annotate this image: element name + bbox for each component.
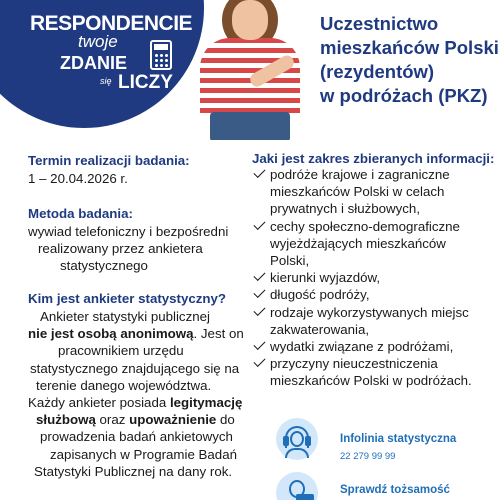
check-icon bbox=[253, 166, 265, 178]
badge-line-5: LICZY bbox=[118, 72, 173, 93]
check-icon bbox=[253, 304, 265, 316]
list-item: rodzaje wykorzystywanych miejsc zakwaterowania, bbox=[252, 304, 497, 338]
bold-phrase: służbową bbox=[36, 412, 96, 428]
list-item: cechy społeczno-demograficzne wyjeżdżających mieszkańców Polski, bbox=[252, 218, 497, 270]
verify-title: Sprawdź tożsamość bbox=[340, 484, 450, 496]
check-icon bbox=[253, 286, 265, 298]
header bbox=[0, 0, 500, 143]
hotline-icon bbox=[276, 418, 318, 460]
title-line: mieszkańców Polski bbox=[320, 37, 499, 58]
hotline-phone[interactable]: 22 279 99 99 bbox=[340, 451, 396, 462]
badge-line-1: RESPONDENCIE bbox=[30, 12, 193, 35]
list-item: podróże krajowe i zagraniczne mieszkańców Polski w celach prywatnych i służbowych, bbox=[252, 166, 497, 218]
title-line: w podróżach (PKZ) bbox=[320, 85, 488, 106]
term-label: Termin realizacji badania: bbox=[28, 153, 190, 168]
page-title bbox=[320, 12, 499, 108]
list-item: wydatki związane z podróżami, bbox=[252, 338, 497, 355]
check-icon bbox=[253, 338, 265, 350]
woman-photo bbox=[190, 0, 310, 140]
interviewer-label: Kim jest ankieter statystyczny? bbox=[28, 291, 227, 306]
hotline-title: Infolinia statystyczna bbox=[340, 433, 457, 445]
calculator-icon bbox=[150, 40, 172, 70]
list-item: przyczyny nieuczestniczenia mieszkańców Polski w podróżach. bbox=[252, 355, 497, 389]
scope-list bbox=[252, 166, 497, 390]
bold-phrase: legitymację bbox=[169, 395, 243, 411]
check-icon bbox=[253, 218, 265, 230]
badge-line-2: twoje bbox=[78, 32, 118, 51]
method-value: wywiad telefoniczny i bezpośredni realizowany przez ankietera statystycznego bbox=[28, 224, 229, 274]
interviewer-text: Ankieter statystyki publicznej nie jest osobą anonimową. Jest on pracownikiem urzędu statystycznego znajdującego się na terenie danego województwa. Każdy ankieter posiada legitymację służbową oraz upoważnienie do prowadzenia badań ankietowych zapisanych w Programie Badań Statystyki Publicznej na dany rok. bbox=[28, 309, 244, 479]
title-line: Uczestnictwo bbox=[320, 13, 439, 34]
check-icon bbox=[253, 269, 265, 281]
list-item: kierunki wyjazdów, bbox=[252, 269, 497, 286]
term-value: 1 – 20.04.2026 r. bbox=[28, 171, 128, 186]
title-line: (rezydentów) bbox=[320, 61, 435, 82]
list-item: długość podróży, bbox=[252, 286, 497, 303]
bold-phrase: nie jest osobą anonimową bbox=[28, 326, 194, 342]
bold-phrase: upoważnienie bbox=[129, 412, 217, 428]
badge-line-4: się bbox=[100, 76, 112, 86]
check-icon bbox=[253, 355, 265, 367]
scope-label: Jaki jest zakres zbieranych informacji: bbox=[252, 151, 495, 166]
verify-icon bbox=[276, 472, 318, 500]
badge-line-3: ZDANIE bbox=[60, 53, 127, 73]
method-label: Metoda badania: bbox=[28, 206, 133, 221]
